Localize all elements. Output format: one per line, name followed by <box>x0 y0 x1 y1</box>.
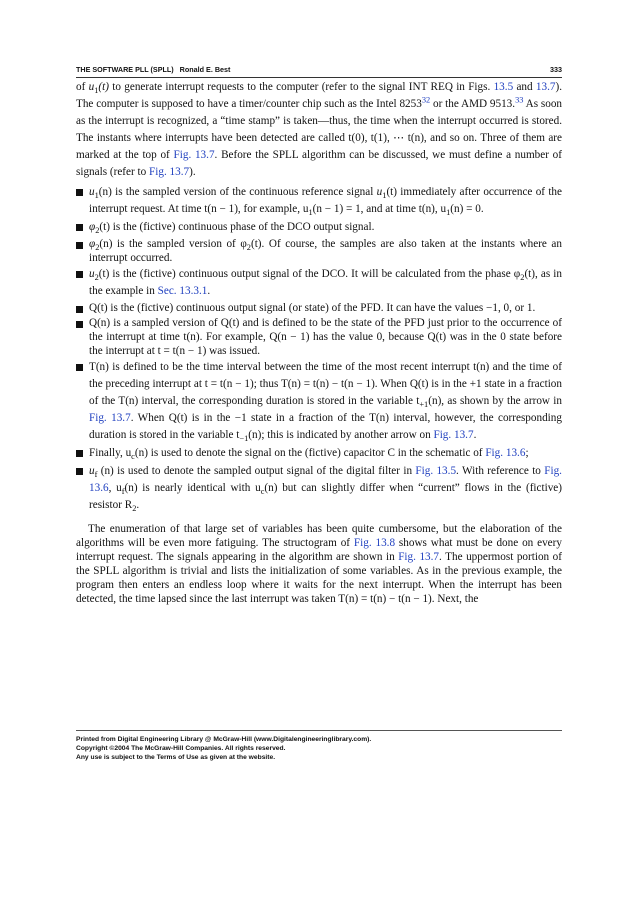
intro-paragraph <box>76 79 562 181</box>
footer-line: Copyright ©2004 The McGraw-Hill Companies. All rights reserved. <box>76 745 286 752</box>
list-item-text: Q(n) is a sampled version of Q(t) and is defined to be the state of the PFD just prior to the occurrence of the interrupt at time t(n). For example, Q(n − 1) has the value 0, because Q(t) was in the 0 state before the interrupt at t = t(n − 1) was issued. <box>89 317 562 357</box>
list-item-text <box>89 184 562 218</box>
text: (n) is used to denote the signal on the (fictive) capacitor C in the schematic of <box>134 447 486 459</box>
text: As soon as the interrupt is recognized, a “time stamp” is taken—thus, the time when the interrupt occurred is stored. The instants where interrupts have been detected are called t(0), t(1), ⋯ t(n), and so on. Three of them are marked at the top of <box>76 98 563 161</box>
subscript: 2 <box>246 243 251 253</box>
text: (n) is the sampled version of φ <box>99 238 247 250</box>
text: . With reference to <box>456 465 545 477</box>
fig-13-6-link[interactable]: Fig. 13.6 <box>89 465 562 494</box>
text: and <box>513 81 536 93</box>
text: (t), as in the example in <box>89 268 562 297</box>
text: T(n) is defined to be the time interval between the time of the most recent interrupt t(n) and the time of the preceding interrupt at t = t(n − 1); thus T(n) = t(n) − t(n − 1). When Q(t) is in the +1 state in a fraction of the T(n) interval, the corresponding duration is stored in the variable t <box>89 361 562 407</box>
text: . <box>207 285 211 297</box>
list-item-text <box>89 463 562 514</box>
list-item <box>76 237 562 265</box>
math-var: u <box>376 186 383 198</box>
list-item <box>76 266 562 300</box>
header-divider <box>76 77 562 78</box>
text: (t). Of course, the samples are also taken at the instants where an interrupt occurred. <box>89 238 562 264</box>
fig-13-8-link[interactable]: Fig. 13.8 <box>353 537 396 549</box>
math-var: u <box>88 81 95 93</box>
fig-13-5-link[interactable]: Fig. 13.5 <box>415 465 457 477</box>
text: (n) is used to denote the sampled output signal of the digital filter in <box>97 465 416 477</box>
text: . <box>473 429 477 441</box>
fig-13-5-link[interactable]: 13.5 <box>493 81 514 93</box>
text: (t) is the (fictive) continuous output signal of the DCO. It will be calculated from the phase φ <box>98 268 521 280</box>
text: ; <box>525 447 529 459</box>
list-item-text <box>89 219 562 236</box>
text: shows what must be done on every interrupt request. The signals appearing in the algorithm are shown in <box>76 537 562 563</box>
text: The enumeration of that large set of variables has been quite cumbersome, but the elaboration of the algorithms will be even more fatiguing. The structogram of <box>76 523 562 549</box>
footer-divider <box>76 730 562 731</box>
text: ). The computer is supposed to have a timer/counter chip such as the Intel 8253 <box>76 81 563 110</box>
text: to generate interrupt requests to the computer (refer to the signal INT REQ in Figs. <box>108 81 494 93</box>
math-var: u <box>89 186 95 198</box>
running-header <box>76 63 562 77</box>
math-var: φ <box>89 238 96 250</box>
text: (n), as shown by the arrow in <box>428 395 562 407</box>
subscript: f <box>121 487 125 497</box>
text: (n − 1) = 1, and at time t(n), u <box>312 203 447 215</box>
closing-paragraph <box>76 522 562 606</box>
subscript: 1 <box>446 208 451 218</box>
list-item <box>76 301 562 315</box>
subscript: 1 <box>308 208 313 218</box>
text: (n) but can slightly differ when “current” flows in the (fictive) resistor R <box>89 482 562 511</box>
bullet-square-icon <box>76 306 83 313</box>
bullet-square-icon <box>76 224 83 231</box>
reference-32-link[interactable]: 32 <box>421 95 431 105</box>
bullet-square-icon <box>76 364 83 371</box>
text: . Before the SPLL algorithm can be discussed, we must define a number of signals (refer to <box>76 149 562 178</box>
subscript: 2 <box>520 273 525 283</box>
running-title: THE SOFTWARE PLL (SPLL) Ronald E. Best <box>76 65 231 74</box>
list-item-text: Q(t) is the (fictive) continuous output signal (or state) of the PFD. It can have the values −1, 0, or 1. <box>89 302 536 314</box>
text: . <box>136 499 140 511</box>
page-number: 333 <box>550 65 562 74</box>
list-item-text <box>89 445 562 462</box>
list-item <box>76 445 562 462</box>
subscript: 2 <box>94 273 99 283</box>
text: . The uppermost portion of the SPLL algorithm is trivial and lists the initialization of some variables. As in the previous example, the program then enters an endless loop where it waits for the next interrupt. When the interrupt has been detected, the time lapsed since the last interrupt was taken T(n) = t(n) − t(n − 1). Next, the <box>76 551 562 605</box>
subscript: 2 <box>132 504 137 514</box>
fig-13-7-link[interactable]: Fig. 13.7 <box>433 429 474 441</box>
list-item <box>76 359 562 444</box>
fig-13-6-link[interactable]: Fig. 13.6 <box>485 447 526 459</box>
footer <box>76 735 562 762</box>
subscript: −1 <box>239 434 249 444</box>
math-var: (t) <box>98 81 109 93</box>
reference-33-link[interactable]: 33 <box>515 95 524 105</box>
text: ). <box>189 166 196 178</box>
subscript: 1 <box>94 86 99 96</box>
text: (n) is nearly identical with u <box>124 482 261 494</box>
subscript: +1 <box>419 400 429 410</box>
list-item-text <box>89 359 562 444</box>
text: or the AMD 9513. <box>430 98 516 110</box>
list-item <box>76 316 562 358</box>
bullet-square-icon <box>76 321 83 328</box>
bullet-square-icon <box>76 271 83 278</box>
footer-line: Printed from Digital Engineering Library @ McGraw-Hill (www.Digitalengineeringlibrary.com). <box>76 736 372 743</box>
subscript: f <box>94 470 98 480</box>
fig-13-7-link[interactable]: Fig. 13.7 <box>173 149 215 161</box>
list-item <box>76 219 562 236</box>
fig-13-7-link[interactable]: Fig. 13.7 <box>89 412 131 424</box>
subscript: c <box>260 487 265 497</box>
math-var: u <box>89 465 95 477</box>
subscript: c <box>131 452 135 462</box>
text: (t) is the (fictive) continuous phase of the DCO output signal. <box>99 221 375 233</box>
text: (n) = 0. <box>450 203 484 215</box>
fig-13-7-link[interactable]: Fig. 13.7 <box>398 551 440 563</box>
signal-definitions-list <box>76 184 562 514</box>
bullet-square-icon <box>76 189 83 196</box>
text: (t) immediately after occurrence of the interrupt request. At time t(n − 1), for example, u <box>89 186 562 215</box>
body-text <box>76 79 562 606</box>
text: . When Q(t) is in the −1 state in a fraction of the T(n) interval, however, the corresponding duration is stored in the variable t <box>89 412 562 441</box>
fig-13-7-link[interactable]: 13.7 <box>535 81 556 93</box>
list-item <box>76 463 562 514</box>
bullet-square-icon <box>76 468 83 475</box>
text: , u <box>108 482 122 494</box>
subscript: 2 <box>95 243 100 253</box>
footer-line: Any use is subject to the Terms of Use as given at the website. <box>76 754 276 761</box>
text: of <box>76 81 89 93</box>
text: (n) is the sampled version of the continuous reference signal <box>98 186 377 198</box>
math-var: φ <box>89 221 96 233</box>
subscript: 1 <box>382 191 387 201</box>
sec-13-3-1-link[interactable]: Sec. 13.3.1 <box>157 285 208 297</box>
subscript: 1 <box>94 191 99 201</box>
list-item-text <box>89 237 562 265</box>
math-var: u <box>89 268 95 280</box>
list-item <box>76 184 562 218</box>
subscript: 2 <box>95 226 100 236</box>
text: Finally, u <box>89 447 132 459</box>
bullet-square-icon <box>76 450 83 457</box>
text: (n); this is indicated by another arrow on <box>248 429 434 441</box>
fig-13-7-link[interactable]: Fig. 13.7 <box>149 166 190 178</box>
list-item-text <box>89 266 562 300</box>
bullet-square-icon <box>76 242 83 249</box>
